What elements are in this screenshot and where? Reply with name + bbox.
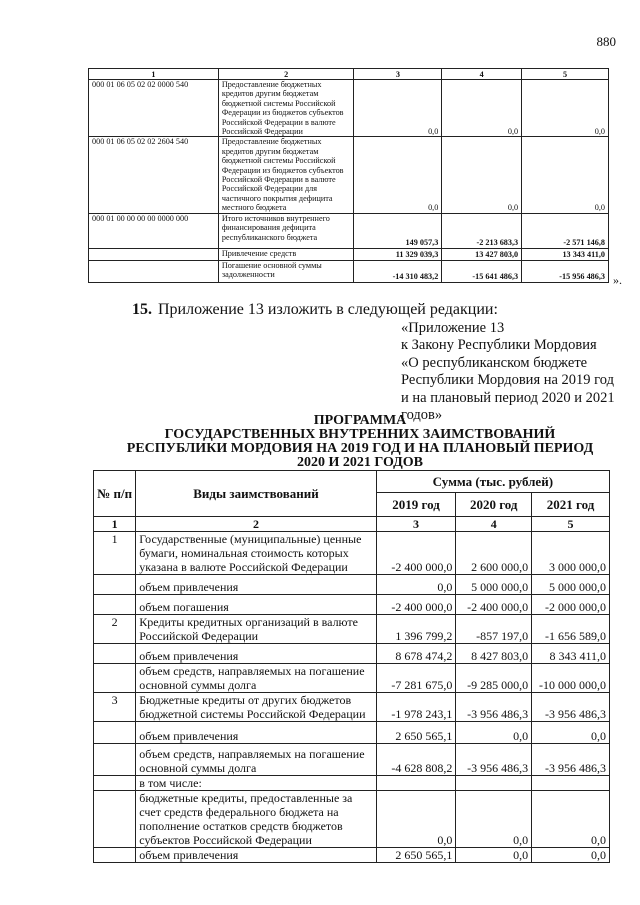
budget-code: 000 01 00 00 00 00 0000 000: [89, 213, 219, 248]
value-2021: -3 956 486,3: [532, 744, 610, 776]
value-2021: -15 956 486,3: [522, 260, 609, 282]
value-2021: -10 000 000,0: [532, 664, 610, 693]
table-row: [94, 595, 610, 615]
row-description: объем средств, направляемых на погашение основной суммы долга: [136, 744, 376, 776]
value-2020: -2 400 000,0: [456, 595, 532, 615]
table-row: [89, 248, 609, 260]
year-header: 2019 год: [376, 493, 456, 517]
row-number: 2: [94, 615, 136, 644]
table-row: [94, 615, 610, 644]
row-number: [94, 791, 136, 848]
value-2021: 5 000 000,0: [532, 575, 610, 595]
index-cell: 5: [532, 517, 610, 532]
value-2019: -1 978 243,1: [376, 693, 456, 722]
row-number: [94, 776, 136, 791]
item-number: 15.: [132, 301, 152, 318]
table-row: [94, 776, 610, 791]
row-number: 3: [94, 693, 136, 722]
row-number: [94, 595, 136, 615]
row-number: [94, 848, 136, 863]
appendix-line: «О республиканском бюджете: [401, 354, 588, 371]
row-description: объем привлечения: [136, 848, 376, 863]
index-cell: 1: [94, 517, 136, 532]
closing-quote: ».: [613, 273, 622, 287]
value-2020: 0,0: [442, 80, 522, 137]
value-2019: [376, 776, 456, 791]
row-description: Погашение основной суммы задолженности: [218, 260, 354, 282]
column-header: 1: [89, 69, 219, 80]
table-header-row: [89, 69, 609, 80]
year-header: 2021 год: [532, 493, 610, 517]
value-2020: 13 427 803,0: [442, 248, 522, 260]
value-2021: 0,0: [532, 791, 610, 848]
value-2020: 8 427 803,0: [456, 644, 532, 664]
table-header-row: [94, 471, 610, 493]
appendix-line: годов»: [401, 407, 443, 424]
year-header: 2020 год: [456, 493, 532, 517]
row-description: объем погашения: [136, 595, 376, 615]
value-2020: [456, 776, 532, 791]
table-row: [89, 137, 609, 213]
value-2019: 2 650 565,1: [376, 722, 456, 744]
row-description: объем средств, направляемых на погашение основной суммы долга: [136, 664, 376, 693]
row-description: Предоставление бюджетных кредитов другим бюджетам бюджетной системы Российской Федерации из бюджетов субъектов Российской Федерации в валюте Российской Федерации: [218, 80, 354, 137]
table-row: [94, 791, 610, 848]
row-description: объем привлечения: [136, 722, 376, 744]
row-number: 1: [94, 532, 136, 575]
title-line: РЕСПУБЛИКИ МОРДОВИЯ НА 2019 ГОД И НА ПЛАНОВЫЙ ПЕРИОД: [126, 441, 594, 456]
table-row: [94, 744, 610, 776]
col-number-header: № п/п: [94, 471, 136, 517]
row-description: Итого источников внутреннего финансирования дефицита республиканского бюджета: [218, 213, 354, 248]
table-row: [94, 722, 610, 744]
appendix-line: к Закону Республики Мордовия: [401, 337, 597, 354]
value-2019: 8 678 474,2: [376, 644, 456, 664]
row-number: [94, 744, 136, 776]
value-2020: -3 956 486,3: [456, 693, 532, 722]
index-cell: 2: [136, 517, 376, 532]
value-2019: -2 400 000,0: [376, 595, 456, 615]
value-2021: -2 571 146,8: [522, 213, 609, 248]
row-description: Бюджетные кредиты от других бюджетов бюджетной системы Российской Федерации: [136, 693, 376, 722]
table-row: [94, 575, 610, 595]
index-cell: 4: [456, 517, 532, 532]
value-2019: 0,0: [354, 80, 442, 137]
table-row: [94, 644, 610, 664]
value-2020: 0,0: [456, 848, 532, 863]
value-2020: -3 956 486,3: [456, 744, 532, 776]
index-cell: 3: [376, 517, 456, 532]
table-row: [94, 664, 610, 693]
row-number: [94, 575, 136, 595]
value-2019: -14 310 483,2: [354, 260, 442, 282]
value-2021: 0,0: [522, 80, 609, 137]
value-2021: [532, 776, 610, 791]
title-line: 2020 И 2021 ГОДОВ: [297, 455, 423, 470]
value-2019: -4 628 808,2: [376, 744, 456, 776]
table-row: [89, 260, 609, 282]
row-description: бюджетные кредиты, предоставленные за счет средств федерального бюджета на пополнение остатков средств бюджетов субъектов Российской Федерации: [136, 791, 376, 848]
value-2020: -857 197,0: [456, 615, 532, 644]
value-2021: 0,0: [532, 722, 610, 744]
table-row: [89, 213, 609, 248]
amendment-item: [132, 301, 498, 319]
borrowings-table: [93, 470, 610, 863]
value-2019: 0,0: [376, 791, 456, 848]
value-2020: 0,0: [456, 722, 532, 744]
column-header: 5: [522, 69, 609, 80]
value-2021: -3 956 486,3: [532, 693, 610, 722]
value-2020: -2 213 683,3: [442, 213, 522, 248]
title-line: ПРОГРАММА: [313, 413, 407, 428]
index-row: [94, 517, 610, 532]
value-2019: 11 329 039,3: [354, 248, 442, 260]
col-sum-header: Сумма (тыс. рублей): [376, 471, 609, 493]
value-2021: -1 656 589,0: [532, 615, 610, 644]
row-description: Государственные (муниципальные) ценные бумаги, номинальная стоимость которых указана в валюте Российской Федерации: [136, 532, 376, 575]
item-text: Приложение 13 изложить в следующей редакции:: [158, 301, 498, 318]
table-row: [94, 848, 610, 863]
table-row: [89, 80, 609, 137]
value-2021: 0,0: [532, 848, 610, 863]
column-header: 4: [442, 69, 522, 80]
program-title: [100, 414, 620, 470]
column-header: 3: [354, 69, 442, 80]
value-2020: 0,0: [456, 791, 532, 848]
column-header: 2: [218, 69, 354, 80]
value-2019: 149 057,3: [354, 213, 442, 248]
title-line: ГОСУДАРСТВЕННЫХ ВНУТРЕННИХ ЗАИМСТВОВАНИЙ: [164, 427, 556, 442]
appendix-line: Республики Мордовия на 2019 год: [401, 372, 614, 389]
col-kind-header: Виды заимствований: [136, 471, 376, 517]
row-description: Привлечение средств: [218, 248, 354, 260]
value-2019: 0,0: [376, 575, 456, 595]
row-description: Предоставление бюджетных кредитов другим бюджетам бюджетной системы Российской Федерации из бюджетов субъектов Российской Федерации в валюте Российской Федерации для частичного покрытия дефицита местного бюджета: [218, 137, 354, 213]
value-2020: 5 000 000,0: [456, 575, 532, 595]
value-2020: -9 285 000,0: [456, 664, 532, 693]
value-2020: 0,0: [442, 137, 522, 213]
row-description: в том числе:: [136, 776, 376, 791]
row-number: [94, 722, 136, 744]
budget-code: [89, 260, 219, 282]
sources-table: [88, 68, 609, 283]
row-number: [94, 644, 136, 664]
budget-code: [89, 248, 219, 260]
budget-code: 000 01 06 05 02 02 2604 540: [89, 137, 219, 213]
appendix-reference: [401, 320, 615, 424]
page-number: 880: [596, 34, 616, 49]
appendix-line: «Приложение 13: [401, 320, 505, 336]
value-2019: -7 281 675,0: [376, 664, 456, 693]
value-2019: 2 650 565,1: [376, 848, 456, 863]
budget-code: 000 01 06 05 02 02 0000 540: [89, 80, 219, 137]
row-description: объем привлечения: [136, 644, 376, 664]
row-number: [94, 664, 136, 693]
appendix-line: и на плановый период 2020 и 2021: [401, 389, 615, 406]
value-2021: 13 343 411,0: [522, 248, 609, 260]
value-2021: -2 000 000,0: [532, 595, 610, 615]
value-2021: 0,0: [522, 137, 609, 213]
table-row: [94, 693, 610, 722]
value-2020: -15 641 486,3: [442, 260, 522, 282]
value-2020: 2 600 000,0: [456, 532, 532, 575]
table-row: [94, 532, 610, 575]
row-description: объем привлечения: [136, 575, 376, 595]
value-2021: 8 343 411,0: [532, 644, 610, 664]
value-2019: 0,0: [354, 137, 442, 213]
value-2019: 1 396 799,2: [376, 615, 456, 644]
row-description: Кредиты кредитных организаций в валюте Российской Федерации: [136, 615, 376, 644]
value-2019: -2 400 000,0: [376, 532, 456, 575]
value-2021: 3 000 000,0: [532, 532, 610, 575]
